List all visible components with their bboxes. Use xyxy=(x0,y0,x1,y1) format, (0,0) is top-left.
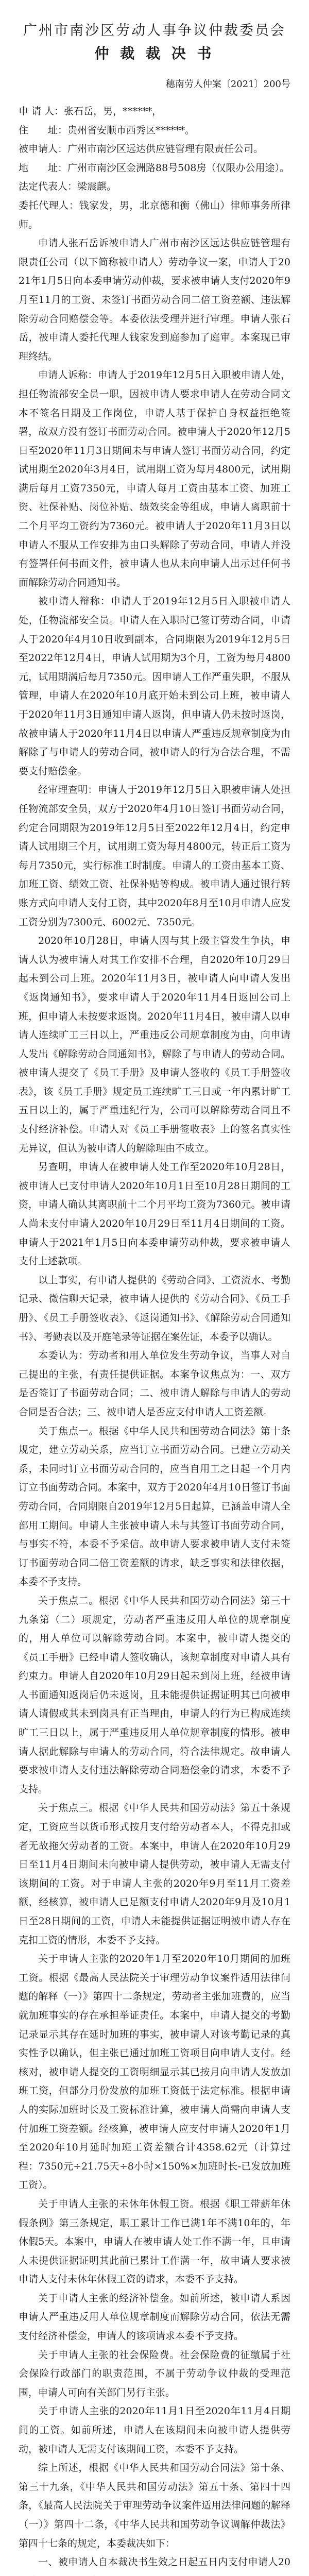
party-applicant: 申 请 人：张石岳，男，******， xyxy=(19,106,162,117)
body-paragraph: 关于申请人主张的2020年1月至2020年10月期间的加班工资。根据《最高人民法院关于审理劳动争议案件适用法律问题的解释（一）》第四十二条规定，劳动者主张加班费的，应当就加班事实的存在承担举证责任。本案中，申请人提交的考勤记录显示其存在延时加班的事实，被申请人对该考勤记录的真实性予以确认，但主张已通过加班工资项目向申请人支付。经核对，被申请人提交的工资明细显示其已按月向申请人发放加班工资，但部分月份发放的加班工资低于法定标准。根据申请人的实际加班时长及工资标准计算，被申请人尚需向申请人支付加班工资差额。经核算，被申请人应支付申请人2020年1月至2020年10月延时加班工资差额合计4358.62元（计算过程：7350元÷21.75天÷8小时×150%×加班时长-已发放加班工资）。 xyxy=(19,1953,290,2191)
ruling-item: 一、被申请人自本裁决书生效之日起五日内支付申请人20 xyxy=(38,2556,290,2568)
body-paragraph: 关于焦点三。根据《中华人民共和国劳动法》第五十条规定，工资应当以货币形式按月支付给劳动者本人，不得克扣或者无故拖欠劳动者的工资。本案中，申请人在2020年10月29日至11月4日期间未向被申请人提供劳动，被申请人无需支付该期间的工资。对于申请人主张的2020年9月至11月工资差额，经核算，被申请人已足额支付申请人2020年9月及10月1日至28日期间的工资，申请人未能提供证据证明被申请人存在克扣工资的情形，本委不予支持。 xyxy=(19,1802,290,1946)
document-number: 穗南劳人仲案〔2021〕200号 xyxy=(165,79,290,90)
parties-section xyxy=(19,102,290,234)
body-paragraph: 经审理查明：申请人于2019年12月5日入职被申请人处担任物流部安全员，双方于2020年4月10日签订书面劳动合同，约定合同期限为2019年12月5日至2022年12月4日，约定申请人试用期三个月，试用期工资为每月4800元，转正后工资为每月7350元，实行标准工时制度。申请人的工资由基本工资、加班工资、绩效工资、社保补贴等构成。被申请人通过银行转账方式向申请人支付工资，其中2020年8月至10月申请人应发工资分别为7300元、6002元、7350元。 xyxy=(19,784,290,928)
body-paragraph: 关于申请人主张的未休年休假工资。根据《职工带薪年休假条例》第三条规定，职工累计工作已满1年不满10年的，年休假5天。本案中，申请人在被申请人处工作不满一年，且申请人未提供证据证明其此前已累计工作满一年，故申请人要求被申请人支付未休年休假工资的请求，本委不予支持。 xyxy=(19,2198,290,2285)
body-paragraph: 关于焦点二。根据《中华人民共和国劳动合同法》第三十九条第（二）项规定，劳动者严重违反用人单位的规章制度的，用人单位可以解除劳动合同。本案中，被申请人提交的《员工手册》已经申请人签收确认，该规章制度对申请人具有约束力。申请人自2020年10月29日起未到岗上班，经被申请人书面通知返岗后仍未返岗，且未能提供证据证明其已向被申请人请假或其未到岗具有正当理由，申请人的行为已构成连续旷工三日以上，属于严重违反用人单位规章制度的情形。被申请人据此解除与申请人的劳动合同，符合法律规定。故申请人要求被申请人支付违法解除劳动合同赔偿金的请求，本委不予支持。 xyxy=(19,1595,290,1795)
body-paragraph: 被申请人辩称：申请人于2019年12月5日入职被申请人处，任物流部安全员。申请人在入职时已签订劳动合同，申请人于2020年4月10日收到副本，合同期限为2019年12月5日至2022年12月4日，申请人试用期为3个月，工资为每月4800元，试用期满后每月7350元。因申请人工作严重失职，不服从管理，申请人在2020年10月底开始未到公司上班，被申请人于2020年11月3日通知申请人返岗，但申请人仍未按时返岗，故被申请人于2020年11月4日以申请人严重违反规章制度为由解除了与申请人的劳动合同，被申请人的行为合法合理，不需要支付赔偿金。 xyxy=(19,596,290,777)
party-agent: 委托代理人：钱家发，男，北京德和衡（佛山）律师事务所律师。 xyxy=(19,199,290,230)
body-paragraph: 关于申请人主张的社会保险费。社会保险费的征缴属于社会保险行政部门的职责范围，不属于劳动争议仲裁的受理范围，申请人可向有关部门另行主张。 xyxy=(19,2349,290,2398)
body-paragraph: 综上所述，根据《中华人民共和国劳动合同法》第十条、第三十九条，《中华人民共和国劳动法》第五十条、第四十四条，《最高人民法院关于审理劳动争议案件适用法律问题的解释（一）》第四十二条，《中华人民共和国劳动争议调解仲裁法》第四十七条的规定，本委裁决如下： xyxy=(19,2462,290,2549)
commission-title: 广州市南沙区劳动人事争议仲裁委员会 xyxy=(23,23,286,39)
body-paragraph: 本委认为：劳动者和用人单位发生劳动争议，当事人对自己提出的主张，有责任提供证据。本案争议焦点为：一、双方是否签订了书面劳动合同；二、被申请人解除与申请人的劳动合同是否合法；三、被申请人是否应支付申请人工资差额。 xyxy=(19,1350,290,1418)
party-respondent: 被申请人：广州市南沙区远达供应链管理有限责任公司。 xyxy=(19,143,264,155)
party-applicant-address: 住 址：贵州省安顺市西秀区******。 xyxy=(19,124,195,136)
body-paragraph: 申请人诉称：申请人于2019年12月5日入职被申请人处，担任物流部安全员一职，因被申请人要求申请人在劳动合同文本不签名日期及工作岗位，申请人基于保护自身权益拒绝签署，故双方没有签订书面劳动合同。被申请人于2020年12月5日至2020年11月3日期间未与申请人签订书面劳动合同，约定试用期至2020年3月4日，试用期工资为每月4800元，试用期满后每月工资7350元，申请人每月工资由基本工资、加班工资、社保补贴、岗位补贴、绩效奖金等组成，申请人离职前十二个月平均工资约为7360元。被申请人于2020年11月3日以申请人不服从工作安排为由口头解除了劳动合同，申请人并没有签署任何书面文件，被申请人也从未向申请人出示过任何书面解除劳动合同通知书。 xyxy=(19,369,290,588)
body-paragraph: 2020年10月28日，申请人因与其上级主管发生争执，申请人认为被申请人对其工作安排不合理，自2020年10月29日起未到公司上班。2020年11月3日，被申请人向申请人发出《返岗通知书》，要求申请人于2020年11月4日返回公司上班，但申请人未按要求返岗。2020年11月4日，被申请人以申请人连续旷工三日以上，严重违反公司规章制度为由，向申请人发出《解除劳动合同通知书》，解除了与申请人的劳动合同。被申请人提交了《员工手册》及申请人签收的《员工手册签收表》，该《员工手册》规定员工连续旷工三日或一年内累计旷工五日以上的，属于严重违纪行为，公司可以解除劳动合同且不支付经济补偿。申请人对《员工手册签收表》上的签名真实性无异议，但认为被申请人的解除理由不成立。 xyxy=(19,935,290,1154)
award-body xyxy=(19,234,290,2576)
body-paragraph: 申请人张石岳诉被申请人广州市南沙区远达供应链管理有限责任公司（以下简称被申请人）劳动争议一案，申请人于2021年1月5日向本委申请劳动仲裁，要求被申请人支付2020年9月至11月的工资、未签订书面劳动合同二倍工资差额、违法解除劳动合同赔偿金等。本委依法受理并进行审理。申请人张石岳，被申请人委托代理人钱家发到庭参加了庭审。本案现已审理终结。 xyxy=(19,238,290,362)
body-paragraph: 另查明，申请人在被申请人处工作至2020年10月28日，被申请人已支付申请人2020年10月1日至10月28日期间的工资，申请人确认其离职前十二个月平均工资为7360元。被申请人尚未支付申请人2020年10月29日至11月4日期间的工资。申请人于2021年1月5日向本委申请劳动仲裁，要求被申请人支付上述款项。 xyxy=(19,1161,290,1267)
party-respondent-address: 地 址：广州市南沙区金洲路88号508房（仅限办公用途）。 xyxy=(19,162,289,174)
body-paragraph: 以上事实，有申请人提供的《劳动合同》、工资流水、考勤记录、微信聊天记录，被申请人提供的《劳动合同》、《员工手册》、《员工手册签收表》、《返岗通知书》、《解除劳动合同通知书》、考勤表以及开庭笔录等证据在案佐证，本委予以确认。 xyxy=(19,1274,290,1343)
body-paragraph: 关于焦点一。根据《中华人民共和国劳动合同法》第十条规定，建立劳动关系，应当订立书面劳动合同。已建立劳动关系，未同时订立书面劳动合同的，应当自用工之日起一个月内订立书面劳动合同。本案中，双方于2020年4月10日签订书面劳动合同，合同期限自2019年12月5日起算，已涵盖申请人全部用工期间。申请人主张被申请人未与其签订书面劳动合同，与事实不符，本委不予采信。故申请人要求被申请人支付未签订书面劳动合同二倍工资差额的请求，缺乏事实和法律依据，本委不予支持。 xyxy=(19,1425,290,1588)
body-paragraph: 关于申请人主张的2020年11月1日至2020年11月4日期间的工资。如前所述，申请人在该期间未向被申请人提供劳动，被申请人无需支付该期间工资，本委不予支持。 xyxy=(19,2405,290,2455)
party-legal-representative: 法定代表人：梁震麒。 xyxy=(19,181,117,193)
document-type-title: 仲 裁 裁 决 书 xyxy=(94,45,215,62)
body-paragraph: 关于申请人主张的经济补偿金。如前所述，被申请人系因申请人严重违反用人单位规章制度而解除劳动合同，依法无需支付经济补偿金，申请人的该项请求本委不予支持。 xyxy=(19,2292,290,2342)
